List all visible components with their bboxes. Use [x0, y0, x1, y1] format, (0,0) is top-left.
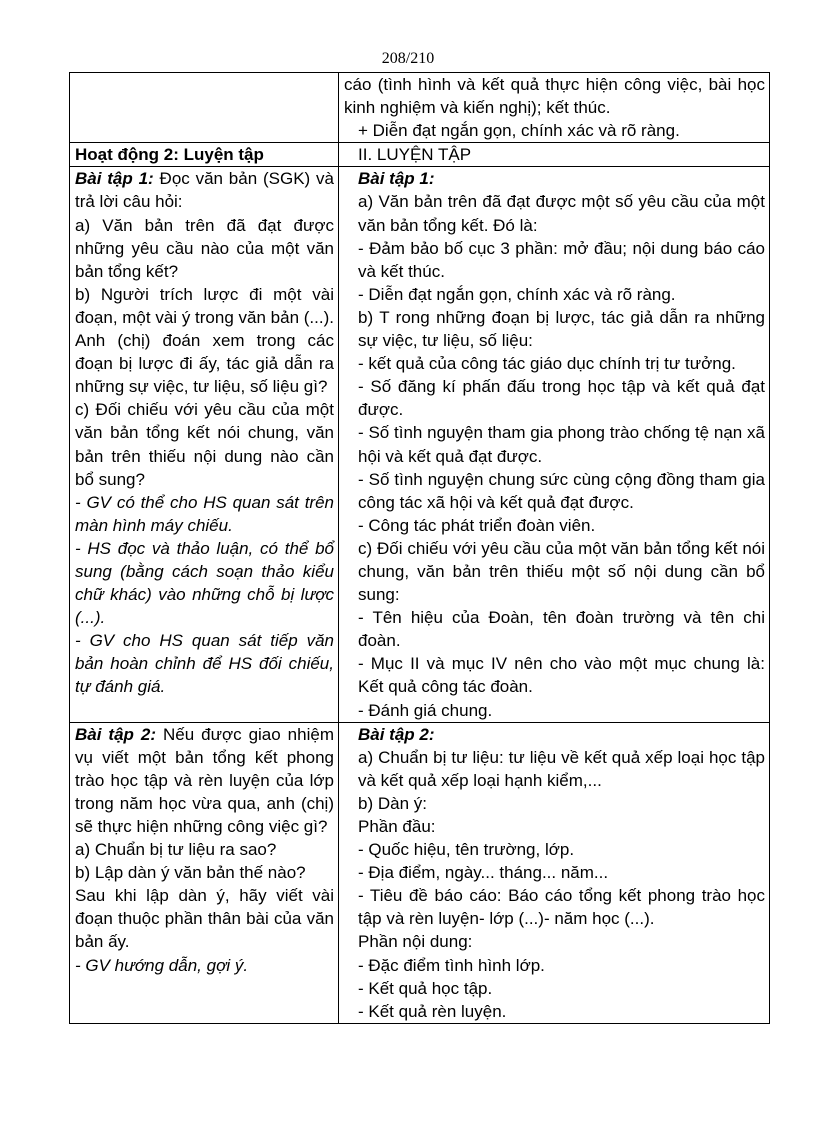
right-paragraph: II. LUYỆN TẬP	[358, 145, 472, 165]
left-cell	[70, 167, 339, 722]
right-paragraph: - Quốc hiệu, tên trường, lớp.	[358, 840, 575, 860]
left-paragraph: b) Người trích lược đi một vài đoạn, một vài ý trong văn bản (...). Anh (chị) đoán xem trong các đoạn bị lược đi ấy, tác giả dẫn ra những sự việc, tư liệu, số liệu gì?	[75, 284, 334, 397]
continuation-row	[70, 73, 770, 143]
right-paragraph: b) Dàn ý:	[358, 793, 427, 813]
left-paragraph	[75, 723, 334, 838]
exercise-1-row	[70, 167, 770, 722]
right-paragraph: - Đảm bảo bố cục 3 phần: mở đầu; nội dung báo cáo và kết thúc.	[358, 238, 765, 281]
right-cell	[339, 73, 770, 143]
left-cell	[70, 722, 339, 1023]
left-paragraph: - GV hướng dẫn, gợi ý.	[75, 955, 249, 975]
right-cell	[339, 143, 770, 167]
right-paragraph: - Kết quả học tập.	[358, 978, 493, 998]
left-paragraph: Sau khi lập dàn ý, hãy viết vài đoạn thuộc phần thân bài của văn bản ấy.	[75, 886, 334, 952]
right-paragraph: - Đặc điểm tình hình lớp.	[358, 955, 545, 975]
left-cell	[70, 73, 339, 143]
left-paragraph: - HS đọc và thảo luận, có thể bổ sung (bằng cách soạn thảo kiểu chữ khác) vào những chỗ bị lược (...).	[75, 538, 334, 628]
right-paragraph: - Diễn đạt ngắn gọn, chính xác và rõ ràng.	[358, 284, 676, 304]
exercise-label: Bài tập 2:	[75, 724, 157, 744]
right-paragraph: - Kết quả rèn luyện.	[358, 1001, 507, 1021]
page-number: 208/210	[381, 50, 435, 67]
right-paragraph: Bài tập 1:	[358, 169, 435, 189]
left-paragraph: - GV có thể cho HS quan sát trên màn hình máy chiếu.	[75, 492, 334, 535]
exercise-2-row	[70, 722, 770, 1023]
right-paragraph: - Số đăng kí phấn đấu trong học tập và kết quả đạt được.	[358, 377, 765, 420]
right-paragraph: - Công tác phát triển đoàn viên.	[358, 515, 596, 535]
right-paragraph: Phần nội dung:	[358, 932, 473, 952]
left-paragraph: a) Chuẩn bị tư liệu ra sao?	[75, 840, 277, 860]
left-paragraph: a) Văn bản trên đã đạt được những yêu cầu nào của một văn bản tổng kết?	[75, 215, 334, 281]
lesson-table	[69, 72, 770, 1024]
left-cell	[70, 143, 339, 167]
right-paragraph: Phần đầu:	[358, 817, 436, 836]
exercise-text: Đọc văn bản (SGK) và trả lời câu hỏi:	[75, 169, 334, 212]
left-paragraph	[75, 167, 334, 213]
right-cell	[339, 167, 770, 722]
right-paragraph: - Mục II và mục IV nên cho vào một mục chung là: Kết quả công tác đoàn.	[358, 654, 765, 697]
right-paragraph: - Đánh giá chung.	[358, 700, 493, 720]
left-paragraph: b) Lập dàn ý văn bản thế nào?	[75, 863, 306, 883]
right-paragraph: - Tên hiệu của Đoàn, tên đoàn trường và tên chi đoàn.	[358, 608, 765, 651]
right-paragraph: + Diễn đạt ngắn gọn, chính xác và rõ ràng.	[358, 121, 680, 141]
right-paragraph: - Số tình nguyện chung sức cùng cộng đồng tham gia công tác xã hội và kết quả đạt được.	[358, 469, 765, 512]
left-paragraph: Hoạt động 2: Luyện tập	[75, 145, 264, 165]
activity-heading-row	[70, 143, 770, 167]
right-paragraph: a) Chuẩn bị tư liệu: tư liệu về kết quả xếp loại học tập và kết quả xếp loại hạnh kiểm,...	[358, 747, 765, 790]
right-paragraph: - Số tình nguyện tham gia phong trào chống tệ nạn xã hội và kết quả đạt được.	[358, 423, 765, 466]
right-paragraph: - Tiêu đề báo cáo: Báo cáo tổng kết phong trào học tập và rèn luyện- lớp (...)- năm học (...).	[358, 886, 765, 929]
right-paragraph: Bài tập 2:	[358, 724, 435, 744]
right-paragraph: b) T rong những đoạn bị lược, tác giả dẫn ra những sự việc, tư liệu, số liệu:	[358, 307, 765, 351]
left-paragraph: c) Đối chiếu với yêu cầu của một văn bản tổng kết nói chung, văn bản trên thiếu nội dung nào cần bổ sung?	[75, 400, 334, 489]
exercise-label: Bài tập 1:	[75, 169, 154, 189]
right-paragraph: - Địa điểm, ngày... tháng... năm...	[358, 863, 609, 883]
exercise-text: Nếu được giao nhiệm vụ viết một bản tổng kết phong trào học tập và rèn luyện của lớp trong năm học vừa qua, anh (chị) sẽ thực hiện những công việc gì?	[75, 724, 334, 836]
right-paragraph: a) Văn bản trên đã đạt được một số yêu cầu của một văn bản tổng kết. Đó là:	[358, 192, 765, 235]
lesson-table-body	[70, 73, 770, 1024]
right-paragraph: cáo (tình hình và kết quả thực hiện công việc, bài học kinh nghiệm và kiến nghị); kết thúc.	[344, 75, 765, 118]
right-cell	[339, 722, 770, 1023]
left-paragraph: - GV cho HS quan sát tiếp văn bản hoàn chỉnh để HS đối chiếu, tự đánh giá.	[75, 631, 334, 697]
right-paragraph: c) Đối chiếu với yêu cầu của một văn bản tổng kết nói chung, văn bản trên thiếu một số nội dung cần bổ sung:	[358, 538, 765, 605]
right-paragraph: - kết quả của công tác giáo dục chính trị tư tưởng.	[358, 354, 736, 374]
